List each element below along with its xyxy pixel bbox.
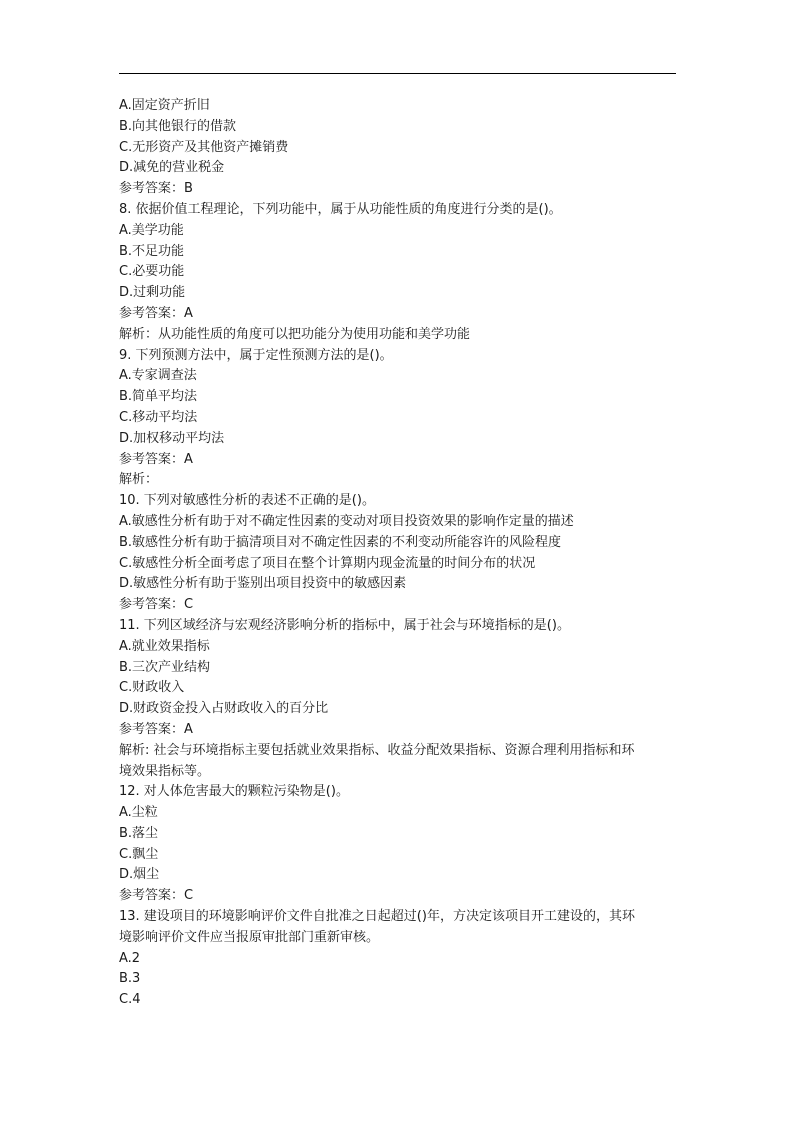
question-13: 13. 建设项目的环境影响评价文件自批准之日起超过()年，方决定该项目开工建设的，其环 <box>119 909 635 925</box>
answer: 参考答案：B <box>119 181 193 197</box>
option-c: C.敏感性分析全面考虑了项目在整个计算期内现金流量的时间分布的状况 <box>119 555 536 571</box>
option-d: D.过剩功能 <box>119 285 186 301</box>
explanation-continued: 境效果指标等。 <box>119 763 211 779</box>
question-12: 12. 对人体危害最大的颗粒污染物是()。 <box>119 784 349 800</box>
option-c: C.必要功能 <box>119 264 185 280</box>
option-b: B.不足功能 <box>119 243 185 259</box>
header-rule <box>119 73 676 74</box>
document-body <box>119 96 679 1011</box>
answer: 参考答案：C <box>119 597 194 613</box>
option-d: D.烟尘 <box>119 867 160 883</box>
explanation: 解析：从功能性质的角度可以把功能分为使用功能和美学功能 <box>119 326 471 342</box>
option-b: B.简单平均法 <box>119 389 198 405</box>
option-c: C.移动平均法 <box>119 409 198 425</box>
option-a: A.2 <box>119 950 141 966</box>
answer: 参考答案：A <box>119 721 193 737</box>
option-b: B.向其他银行的借款 <box>119 118 237 134</box>
option-c: C.财政收入 <box>119 680 185 696</box>
answer: 参考答案：A <box>119 451 193 467</box>
option-b: B.三次产业结构 <box>119 659 211 675</box>
explanation: 解析： <box>119 472 159 488</box>
option-c: C.无形资产及其他资产摊销费 <box>119 139 289 155</box>
question-9: 9. 下列预测方法中，属于定性预测方法的是()。 <box>119 347 393 363</box>
option-d: D.加权移动平均法 <box>119 430 225 446</box>
answer: 参考答案：A <box>119 305 193 321</box>
question-13-continued: 境影响评价文件应当报原审批部门重新审核。 <box>119 929 380 945</box>
answer: 参考答案：C <box>119 888 194 904</box>
option-c: C.4 <box>119 992 141 1008</box>
question-8: 8. 依据价值工程理论，下列功能中，属于从功能性质的角度进行分类的是()。 <box>119 201 562 217</box>
option-a: A.就业效果指标 <box>119 638 210 654</box>
option-a: A.专家调查法 <box>119 368 197 384</box>
option-d: D.减免的营业税金 <box>119 160 225 176</box>
question-10: 10. 下列对敏感性分析的表述不正确的是()。 <box>119 493 375 509</box>
explanation: 解析: 社会与环境指标主要包括就业效果指标、收益分配效果指标、资源合理利用指标和环 <box>119 742 635 758</box>
option-a: A.尘粒 <box>119 805 158 821</box>
option-a: A.美学功能 <box>119 222 184 238</box>
option-a: A.敏感性分析有助于对不确定性因素的变动对项目投资效果的影响作定量的描述 <box>119 513 574 529</box>
option-d: D.敏感性分析有助于鉴别出项目投资中的敏感因素 <box>119 576 407 592</box>
option-b: B.落尘 <box>119 825 159 841</box>
option-c: C.飘尘 <box>119 846 159 862</box>
option-a: A.固定资产折旧 <box>119 98 210 113</box>
option-b: B.敏感性分析有助于搞清项目对不确定性因素的不利变动所能容许的风险程度 <box>119 534 562 550</box>
option-b: B.3 <box>119 971 141 987</box>
option-d: D.财政资金投入占财政收入的百分比 <box>119 701 329 717</box>
question-11: 11. 下列区域经济与宏观经济影响分析的指标中，属于社会与环境指标的是()。 <box>119 617 570 633</box>
